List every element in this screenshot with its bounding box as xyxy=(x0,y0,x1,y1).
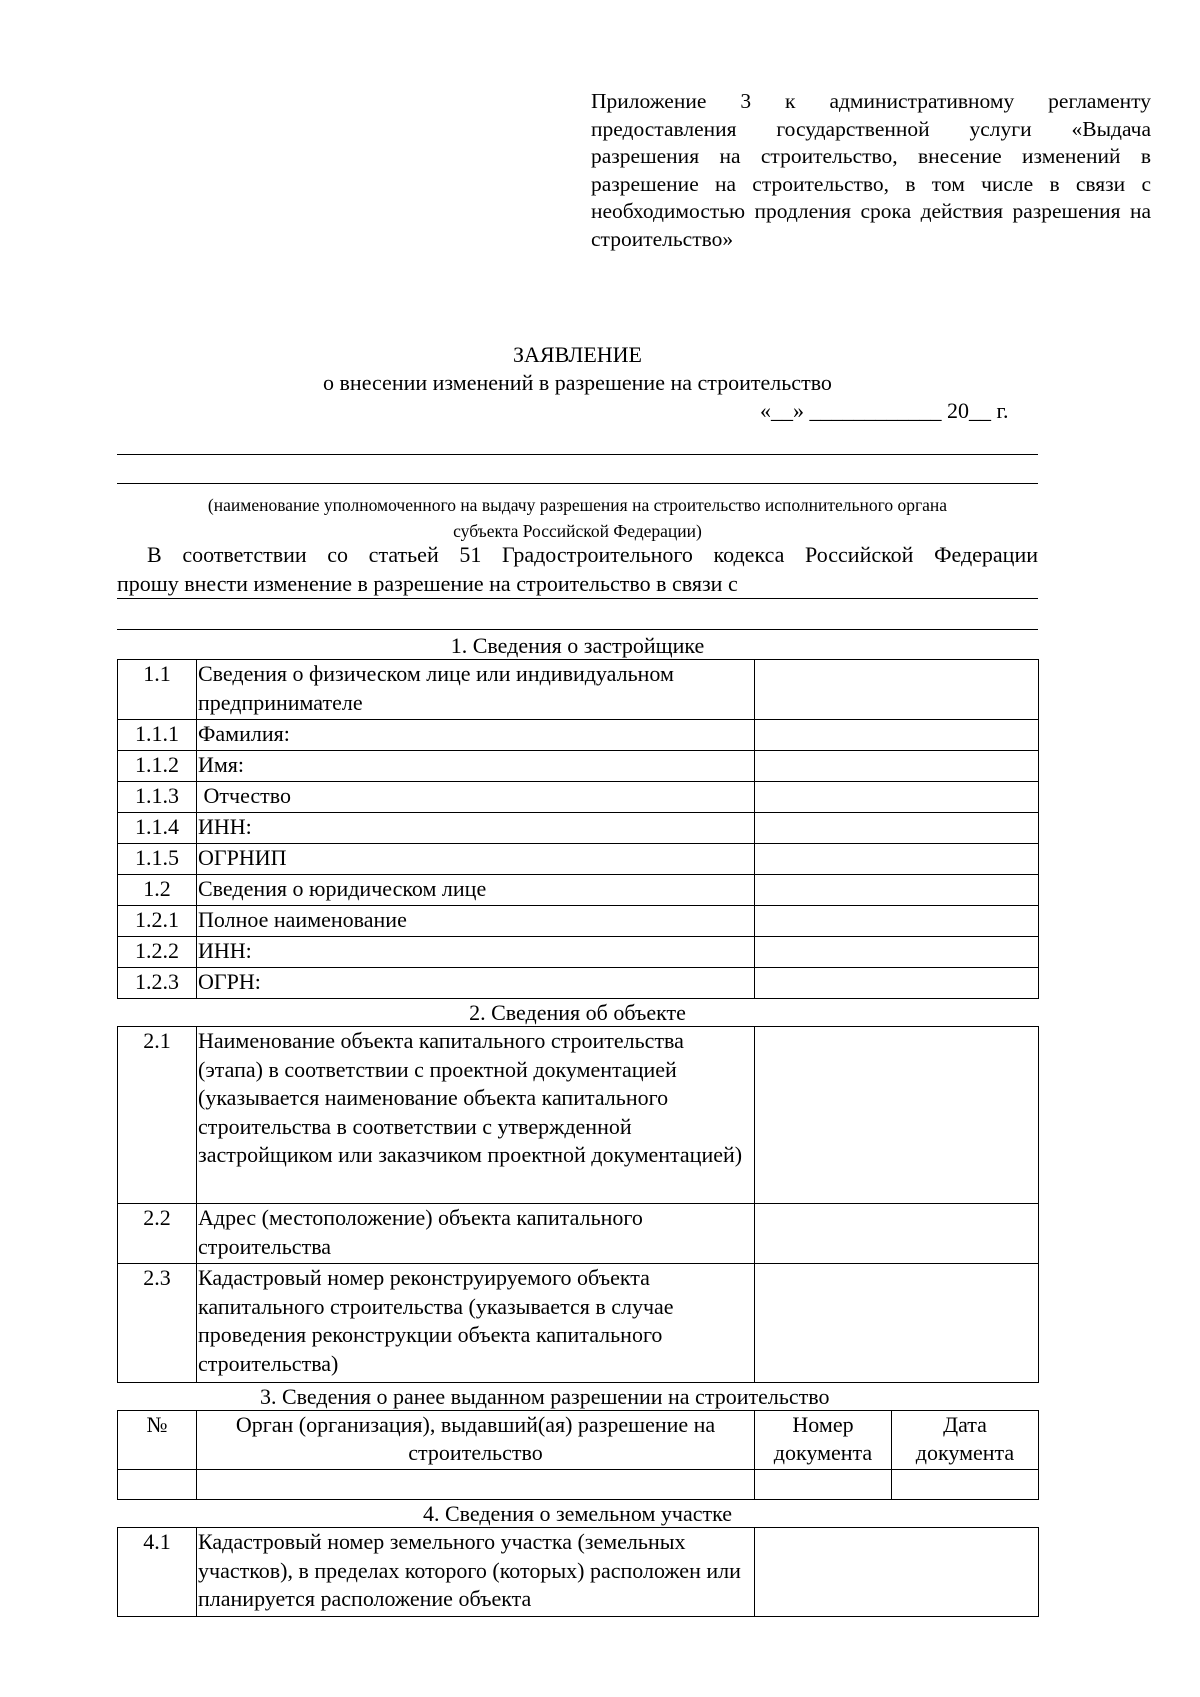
section-4-table xyxy=(117,1527,1039,1617)
section-1-title: 1. Сведения о застройщике xyxy=(450,633,705,658)
table-row xyxy=(118,751,1039,782)
authority-caption-line-2: субъекта Российской Федерации) xyxy=(453,521,702,541)
authority-input-line-2[interactable] xyxy=(117,483,1038,484)
value-cell[interactable] xyxy=(755,875,1039,906)
row-label: Кадастровый номер реконструируемого объекта капитального строительства (указывается в случае проведения реконструкции объекта капитального строительства) xyxy=(197,1264,755,1383)
row-number: 1.2.3 xyxy=(118,968,197,999)
value-cell[interactable] xyxy=(755,968,1039,999)
cell-organ[interactable] xyxy=(197,1470,755,1500)
value-cell[interactable] xyxy=(755,751,1039,782)
row-number: 4.1 xyxy=(118,1528,197,1617)
section-1-table xyxy=(117,659,1039,999)
section-2-title: 2. Сведения об объекте xyxy=(469,1000,686,1025)
row-label: ИНН: xyxy=(197,937,755,968)
row-label: Адрес (местоположение) объекта капитального строительства xyxy=(197,1204,755,1264)
intro-paragraph-line-2: прошу внести изменение в разрешение на строительство в связи с xyxy=(117,571,738,596)
value-cell[interactable] xyxy=(755,1528,1039,1617)
document-subtitle: о внесении изменений в разрешение на строительство xyxy=(323,370,832,395)
row-number: 1.2.1 xyxy=(118,906,197,937)
header-doc-date: Дата документа xyxy=(892,1411,1039,1470)
value-cell[interactable] xyxy=(755,782,1039,813)
value-cell[interactable] xyxy=(755,1027,1039,1204)
row-number: 1.1.5 xyxy=(118,844,197,875)
table-row xyxy=(118,1528,1039,1617)
cell-num[interactable] xyxy=(118,1470,197,1500)
section-4-title: 4. Сведения о земельном участке xyxy=(422,1501,733,1526)
table-row xyxy=(118,1264,1039,1383)
row-label: Отчество xyxy=(197,782,755,813)
row-label: Сведения о юридическом лице xyxy=(197,875,755,906)
table-row xyxy=(118,1470,1039,1500)
table-row xyxy=(118,720,1039,751)
row-label: Сведения о физическом лице или индивидуальном предпринимателе xyxy=(197,660,755,720)
table-row xyxy=(118,937,1039,968)
row-label: Кадастровый номер земельного участка (земельных участков), в пределах которого (которых) расположен или планируется расположение объекта xyxy=(197,1528,755,1617)
value-cell[interactable] xyxy=(755,937,1039,968)
value-cell[interactable] xyxy=(755,906,1039,937)
row-label: Наименование объекта капитального строительства (этапа) в соответствии с проектной документацией (указывается наименование объекта капитального строительства в соответствии с утвержденной застройщиком или заказчиком проектной документацией) xyxy=(197,1027,755,1204)
row-number: 2.3 xyxy=(118,1264,197,1383)
value-cell[interactable] xyxy=(755,1264,1039,1383)
table-header-row xyxy=(118,1411,1039,1470)
value-cell[interactable] xyxy=(755,660,1039,720)
row-number: 1.1.2 xyxy=(118,751,197,782)
value-cell[interactable] xyxy=(755,813,1039,844)
reason-input-line-2[interactable] xyxy=(117,629,1038,630)
table-row xyxy=(118,875,1039,906)
authority-caption-line-1: (наименование уполномоченного на выдачу разрешения на строительство исполнительного органа xyxy=(207,495,948,515)
header-num: № xyxy=(118,1411,197,1470)
date-line: «__» ____________ 20__ г. xyxy=(760,398,1009,423)
reason-input-line-1[interactable] xyxy=(117,598,1038,599)
row-number: 2.2 xyxy=(118,1204,197,1264)
section-2-table xyxy=(117,1026,1039,1383)
row-label: Полное наименование xyxy=(197,906,755,937)
row-label: Имя: xyxy=(197,751,755,782)
value-cell[interactable] xyxy=(755,1204,1039,1264)
table-row xyxy=(118,968,1039,999)
section-3-table xyxy=(117,1410,1039,1500)
value-cell[interactable] xyxy=(755,844,1039,875)
table-row xyxy=(118,844,1039,875)
row-number: 1.2.2 xyxy=(118,937,197,968)
intro-paragraph-line-1: В соответствии со статьей 51 Градостроительного кодекса Российской Федерации xyxy=(147,542,1038,567)
row-label: ОГРНИП xyxy=(197,844,755,875)
authority-input-line-1[interactable] xyxy=(117,454,1038,455)
table-row xyxy=(118,1027,1039,1204)
cell-doc-number[interactable] xyxy=(755,1470,892,1500)
document-title: ЗАЯВЛЕНИЕ xyxy=(513,342,642,367)
row-number: 1.1.1 xyxy=(118,720,197,751)
value-cell[interactable] xyxy=(755,720,1039,751)
row-number: 1.1 xyxy=(118,660,197,720)
table-row xyxy=(118,813,1039,844)
header-organ: Орган (организация), выдавший(ая) разрешение на строительство xyxy=(197,1411,755,1470)
row-label: Фамилия: xyxy=(197,720,755,751)
row-number: 1.1.3 xyxy=(118,782,197,813)
appendix-reference: Приложение 3 к административному регламенту предоставления государственной услуги «Выдача разрешения на строительство, внесение изменений в разрешение на строительство, в том числе в связи с необходимостью продления срока действия разрешения на строительство» xyxy=(591,89,1151,251)
cell-doc-date[interactable] xyxy=(892,1470,1039,1500)
row-number: 1.2 xyxy=(118,875,197,906)
table-row xyxy=(118,782,1039,813)
row-label: ИНН: xyxy=(197,813,755,844)
row-label: ОГРН: xyxy=(197,968,755,999)
section-3-title: 3. Сведения о ранее выданном разрешении на строительство xyxy=(260,1384,830,1409)
table-row xyxy=(118,906,1039,937)
table-row xyxy=(118,660,1039,720)
row-number: 1.1.4 xyxy=(118,813,197,844)
table-row xyxy=(118,1204,1039,1264)
header-doc-number: Номер документа xyxy=(755,1411,892,1470)
row-number: 2.1 xyxy=(118,1027,197,1204)
